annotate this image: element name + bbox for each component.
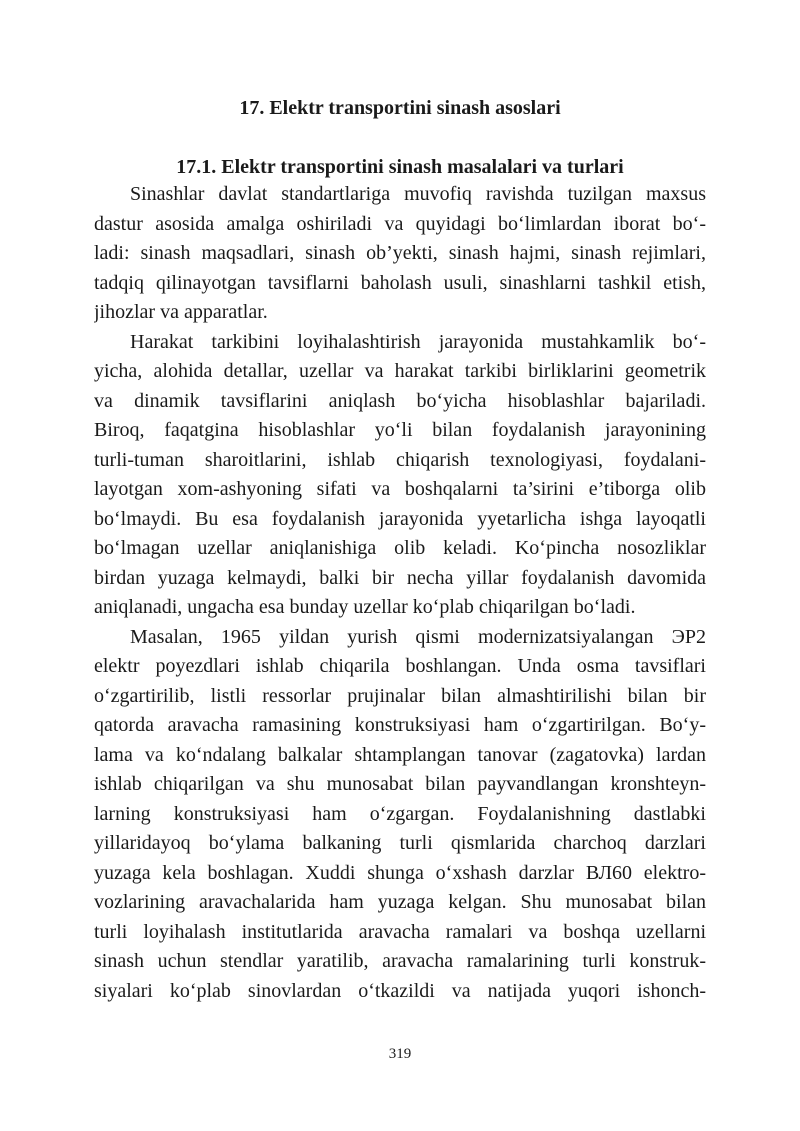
text-line: Harakat tarkibini loyihalashtirish jarayonida mustahkamlik bo‘- [130,330,706,353]
text-line: Biroq, faqatgina hisoblashlar yo‘li bilan foydalanish jarayonining [94,419,706,441]
text-line: turli-tuman sharoitlarini, ishlab chiqarish texnologiyasi, foydalani- [94,448,706,471]
text-line: ladi: sinash maqsadlari, sinash ob’yekti, sinash hajmi, sinash rejimlari, [94,242,706,264]
page-number: 319 [388,1046,412,1062]
text-line: qatorda aravacha ramasining konstruksiyasi ham o‘zgartirilgan. Bo‘y- [94,714,706,736]
paragraph [94,328,706,623]
text-line: birdan yuzaga kelmaydi, balki bir necha yillar foydalanish davomida [94,566,706,589]
text-line: dastur asosida amalga oshiriladi va quyidagi bo‘limlardan iborat bo‘- [94,212,706,235]
chapter-title: 17. Elektr transportini sinash asoslari [239,97,561,119]
paragraph [94,180,706,328]
text-line: o‘zgartirilib, listli ressorlar prujinalar bilan almashtirilishi bilan bir [94,684,706,707]
section-title: 17.1. Elektr transportini sinash masalalari va turlari [176,156,624,178]
text-line: elektr poyezdlari ishlab chiqarila boshlangan. Unda osma tavsiflari [94,655,706,677]
text-line: layotgan xom-ashyoning sifati va boshqalarni ta’sirini e’tiborga olib [94,478,706,500]
text-line: siyalari ko‘plab sinovlardan o‘tkazildi va natijada yuqori ishonch- [94,979,706,1002]
text-line: yuzaga kela boshlagan. Xuddi shunga o‘xshash darzlar ВЛ60 elektro- [94,861,706,884]
text-line: lama va ko‘ndalang balkalar shtamplangan tanovar (zagatovka) lardan [94,743,706,766]
text-line: yillaridayoq bo‘ylama balkaning turli qismlarida charchoq darzlari [94,832,706,854]
text-line: ishlab chiqarilgan va shu munosabat bilan payvandlangan kronshteyn- [94,773,706,795]
text-line: bo‘lmaydi. Bu esa foydalanish jarayonida yyetarlicha ishga layoqatli [94,507,706,530]
paragraph [94,623,706,1007]
text-line: Masalan, 1965 yildan yurish qismi modernizatsiyalangan ЭР2 [130,625,706,648]
text-line: Sinashlar davlat standartlariga muvofiq ravishda tuzilgan maxsus [130,183,706,205]
text-line: va dinamik tavsiflarini aniqlash bo‘yicha hisoblashlar bajariladi. [94,389,706,412]
text-line: sinash uchun stendlar yaratilib, aravacha ramalarining turli konstruk- [94,950,706,972]
document-page [94,0,706,1131]
text-line: larning konstruksiyasi ham o‘zgargan. Foydalanishning dastlabki [94,802,706,825]
text-line: tadqiq qilinayotgan tavsiflarni baholash usuli, sinashlarni tashkil etish, [94,271,706,294]
text-line: aniqlanadi, ungacha esa bunday uzellar ko‘plab chiqarilgan bo‘ladi. [94,596,636,618]
text-line: vozlarining aravachalarida ham yuzaga kelgan. Shu munosabat bilan [94,891,706,913]
text-line: jihozlar va apparatlar. [94,301,268,323]
body-text [94,180,706,1006]
text-line: turli loyihalash institutlarida aravacha ramalari va boshqa uzellarni [94,920,706,943]
text-line: yicha, alohida detallar, uzellar va harakat tarkibi birliklarini geometrik [94,360,706,382]
text-line: bo‘lmagan uzellar aniqlanishiga olib keladi. Ko‘pincha nosozliklar [94,537,706,559]
